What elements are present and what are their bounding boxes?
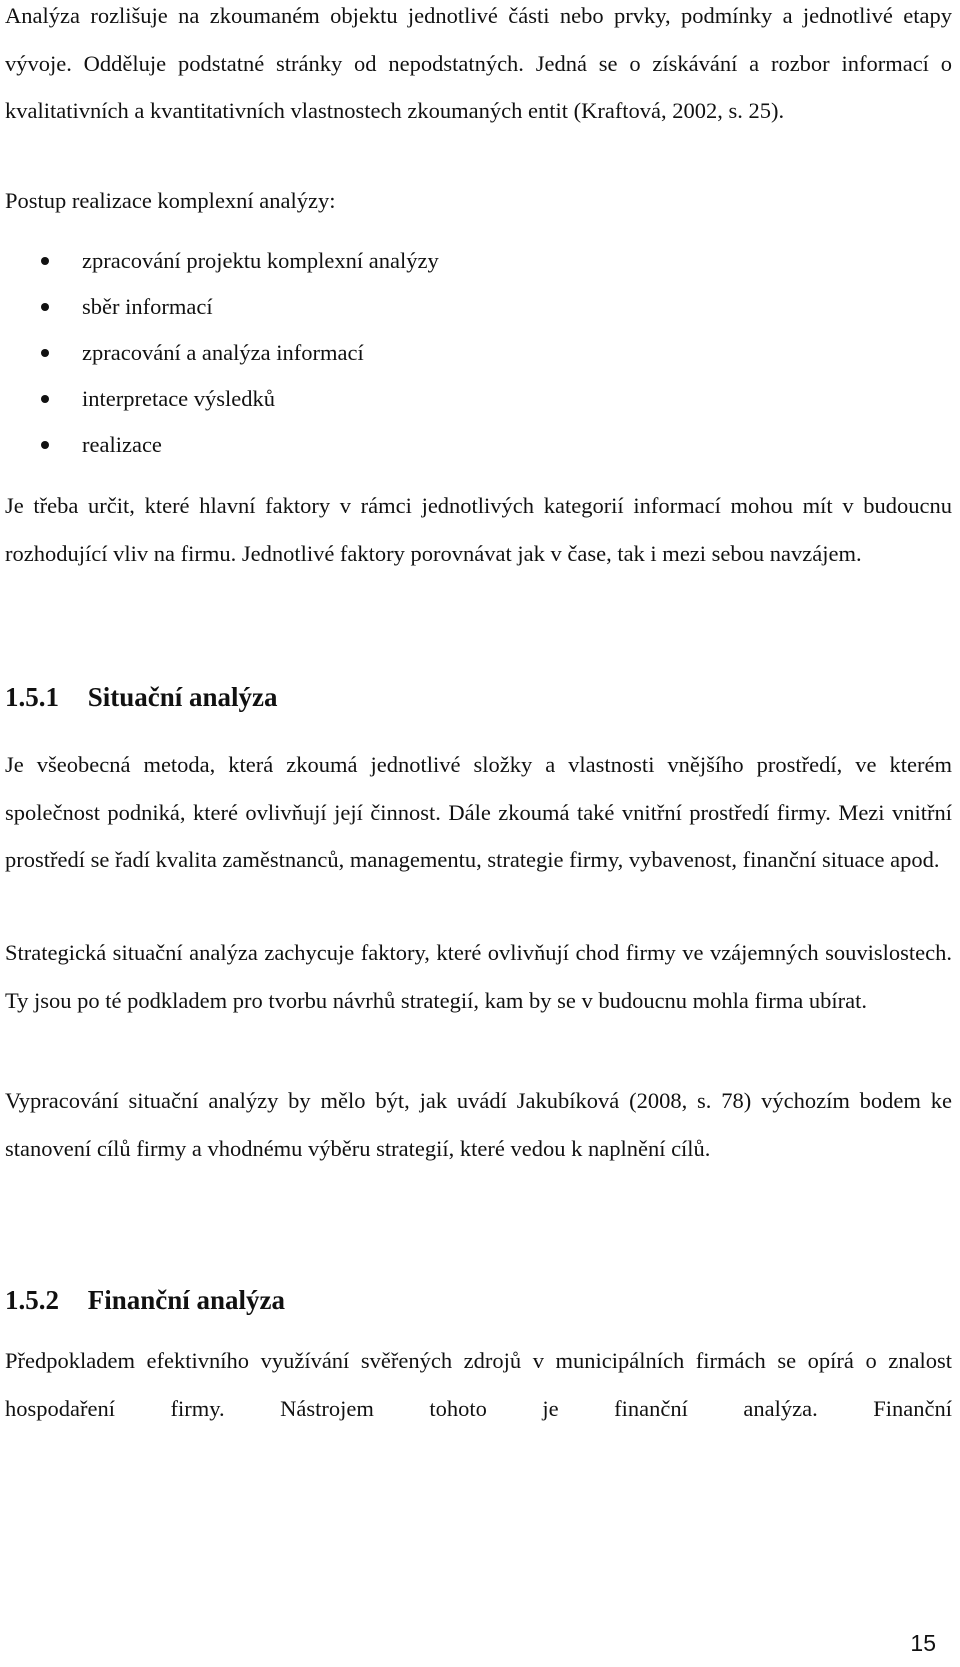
situational-paragraph-1: Je všeobecná metoda, která zkoumá jednotlivé složky a vlastnosti vnějšího prostředí, ve kterém společnost podniká, které ovlivňují její činnost. Dále zkoumá také vnitřní prostředí firmy. Mezi vnitřní prostředí se řadí kvalita zaměstnanců, managementu, strategie firmy, vybavenost, finanční situace apod. bbox=[5, 752, 952, 872]
list-item: interpretace výsledků bbox=[0, 376, 900, 422]
intro-paragraph: Analýza rozlišuje na zkoumaném objektu jednotlivé části nebo prvky, podmínky a jednotlivé etapy vývoje. Odděluje podstatné stránky od nepodstatných. Jedná se o získávání a rozbor informací o kvalitativních a kvantitativních vlastnostech zkoumaných entit (Kraftová, 2002, s. 25). bbox=[5, 3, 952, 123]
bullet-icon bbox=[41, 303, 49, 311]
procedure-list bbox=[0, 238, 900, 468]
list-item: zpracování a analýza informací bbox=[0, 330, 900, 376]
bullet-icon bbox=[41, 395, 49, 403]
list-item: realizace bbox=[0, 422, 900, 468]
section-title: Finanční analýza bbox=[87, 1285, 286, 1315]
bullet-icon bbox=[41, 257, 49, 265]
situational-paragraph-2: Strategická situační analýza zachycuje faktory, které ovlivňují chod firmy ve vzájemných souvislostech. Ty jsou po té podkladem pro tvorbu návrhů strategií, kam by se v budoucnu mohla firma ubírat. bbox=[5, 940, 952, 1013]
procedure-title: Postup realizace komplexní analýzy: bbox=[5, 188, 336, 213]
section-title: Situační analýza bbox=[87, 682, 278, 712]
section-number: 1.5.1 bbox=[5, 682, 59, 712]
section-heading-financial-analysis bbox=[5, 1280, 285, 1320]
situational-paragraph-3: Vypracování situační analýzy by mělo být, jak uvádí Jakubíková (2008, s. 78) výchozím bodem ke stanovení cílů firmy a vhodnému výběru strategií, které vedou k naplnění cílů. bbox=[5, 1088, 952, 1161]
section-number: 1.5.2 bbox=[5, 1285, 59, 1315]
bullet-icon bbox=[41, 349, 49, 357]
list-item: sběr informací bbox=[0, 284, 900, 330]
financial-paragraph-1: Předpokladem efektivního využívání svěřených zdrojů v municipálních firmách se opírá o znalost hospodaření firmy. Nástrojem tohoto je finanční analýza. Finanční bbox=[5, 1348, 952, 1421]
factors-paragraph: Je třeba určit, které hlavní faktory v rámci jednotlivých kategorií informací mohou mít v budoucnu rozhodující vliv na firmu. Jednotlivé faktory porovnávat jak v čase, tak i mezi sebou navzájem. bbox=[5, 493, 952, 566]
bullet-icon bbox=[41, 441, 49, 449]
list-item: zpracování projektu komplexní analýzy bbox=[0, 238, 900, 284]
page-number: 15 bbox=[910, 1630, 936, 1656]
section-heading-situational-analysis bbox=[5, 677, 278, 717]
